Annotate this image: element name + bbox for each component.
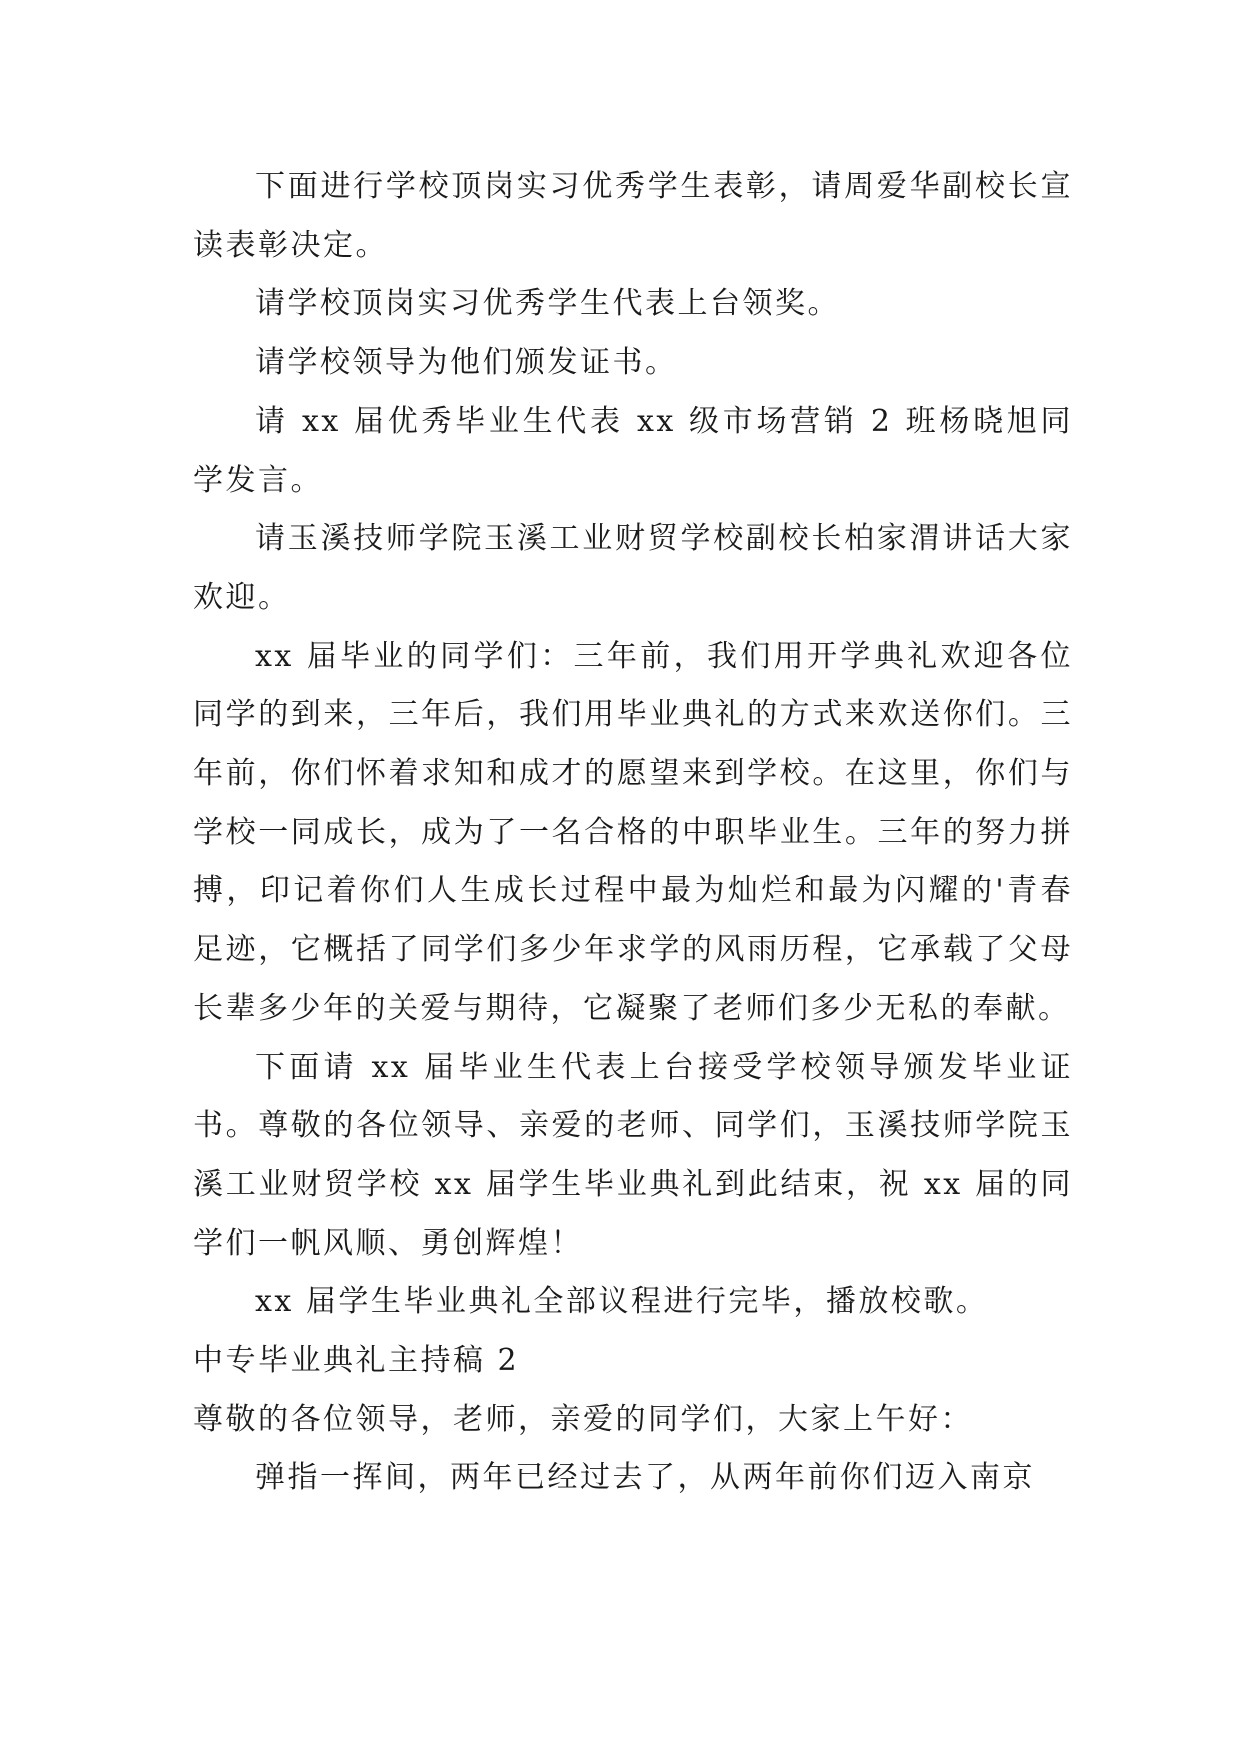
paragraph-diplomas-closing: 下面请 xx 届毕业生代表上台接受学校领导颁发毕业证书。尊敬的各位领导、亲爱的老师、同学们，玉溪技师学院玉溪工业财贸学校 xx 届学生毕业典礼到此结束，祝 xx 届的同学们一帆风顺、勇创辉煌！	[193, 1049, 1073, 1261]
paragraph-graduate-speech: 请 xx 届优秀毕业生代表 xx 级市场营销 2 班杨晓旭同学发言。	[193, 403, 1073, 498]
paragraph-opening: 弹指一挥间，两年已经过去了，从两年前你们迈入南京	[255, 1460, 1035, 1496]
paragraph-greeting: 尊敬的各位领导，老师，亲爱的同学们，大家上午好：	[193, 1401, 973, 1437]
paragraph-address: xx 届毕业的同学们：三年前，我们用开学典礼欢迎各位同学的到来，三年后，我们用毕业典礼的方式来欢送你们。三年前，你们怀着求知和成才的愿望来到学校。在这里，你们与学校一同成长，成为了一名合格的中职毕业生。三年的努力拼搏，印记着你们人生成长过程中最为灿烂和最为闪耀的'青春足迹，它概括了同学们多少年求学的风雨历程，它承载了父母长辈多少年的关爱与期待，它凝聚了老师们多少无私的奉献。	[193, 638, 1073, 1026]
section-heading: 中专毕业典礼主持稿 2	[193, 1343, 520, 1379]
paragraph-vice-principal-speech: 请玉溪技师学院玉溪工业财贸学校副校长柏家渭讲话大家欢迎。	[193, 521, 1073, 615]
document-body	[193, 158, 1073, 1508]
paragraph-award-stage: 请学校顶岗实习优秀学生代表上台领奖。	[255, 286, 840, 322]
paragraph-school-song: xx 届学生毕业典礼全部议程进行完毕，播放校歌。	[255, 1284, 989, 1320]
paragraph-certificates: 请学校领导为他们颁发证书。	[255, 345, 678, 381]
paragraph-commendation: 下面进行学校顶岗实习优秀学生表彰，请周爱华副校长宣读表彰决定。	[193, 169, 1073, 263]
